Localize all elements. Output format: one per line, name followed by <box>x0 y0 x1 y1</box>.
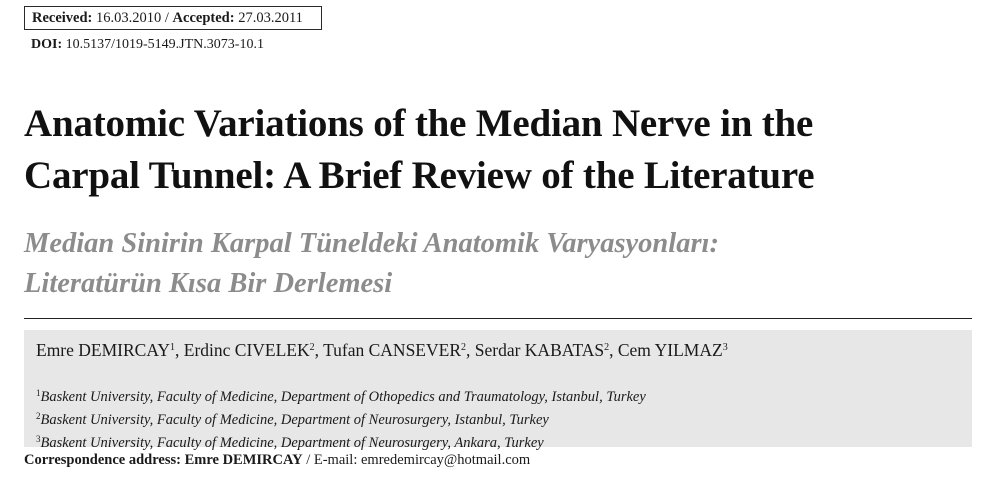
author-name: Emre DEMIRCAY <box>36 340 171 360</box>
doi-line <box>31 37 264 53</box>
affiliation-text: Baskent University, Faculty of Medicine, Department of Neurosurgery, Ankara, Turkey <box>40 435 544 451</box>
author-affiliation-box <box>24 330 972 451</box>
correspondence-separator: / <box>302 452 314 468</box>
turkish-title <box>24 224 984 304</box>
author-separator: , <box>609 340 618 360</box>
correspondence-label: Correspondence address: <box>24 452 181 468</box>
turkish-title-line-1: Median Sinirin Karpal Tüneldeki Anatomik Varyasyonları: <box>24 228 719 259</box>
email-label: E-mail: <box>313 452 358 468</box>
affiliation-list <box>36 384 646 453</box>
author-name: Cem YILMAZ <box>617 340 723 360</box>
received-label: Received: <box>32 10 93 26</box>
author-affiliation-marker: 2 <box>604 342 610 353</box>
author-affiliation-marker: 1 <box>170 342 176 353</box>
affiliation-item <box>36 430 646 453</box>
title-divider <box>24 318 972 319</box>
correspondence-name: Emre DEMIRCAY <box>184 452 303 468</box>
received-date: 16.03.2010 <box>96 10 162 26</box>
accepted-label: Accepted: <box>172 10 235 26</box>
author-name: Erdinc CIVELEK <box>183 340 310 360</box>
email-link[interactable]: emredemircay@hotmail.com <box>361 452 531 468</box>
doi-value[interactable]: 10.5137/1019-5149.JTN.3073-10.1 <box>65 37 264 52</box>
affiliation-item <box>36 407 646 430</box>
affiliation-item <box>36 384 646 407</box>
author-list <box>36 340 728 361</box>
affiliation-text: Baskent University, Faculty of Medicine, Department of Othopedics and Traumatology, Istanbul, Turkey <box>40 389 646 405</box>
date-separator: / <box>161 10 173 26</box>
affiliation-marker: 3 <box>36 434 41 444</box>
author-name: Serdar KABATAS <box>474 340 605 360</box>
affiliation-marker: 2 <box>36 411 41 421</box>
article-title <box>24 98 984 202</box>
author-affiliation-marker: 2 <box>309 342 315 353</box>
author-name: Tufan CANSEVER <box>323 340 461 360</box>
author-affiliation-marker: 2 <box>461 342 466 353</box>
received-accepted-box <box>24 6 322 30</box>
affiliation-text: Baskent University, Faculty of Medicine, Department of Neurosurgery, Istanbul, Turkey <box>40 412 549 428</box>
accepted-date: 27.03.2011 <box>238 10 303 26</box>
article-title-line-2: Carpal Tunnel: A Brief Review of the Literature <box>24 154 815 197</box>
turkish-title-line-2: Literatürün Kısa Bir Derlemesi <box>24 268 393 299</box>
correspondence-line <box>24 452 530 469</box>
author-affiliation-marker: 3 <box>722 342 728 353</box>
doi-label: DOI: <box>31 37 63 52</box>
author-separator: , <box>314 340 324 360</box>
author-separator: , <box>466 340 475 360</box>
article-title-line-1: Anatomic Variations of the Median Nerve in the <box>24 102 814 145</box>
affiliation-marker: 1 <box>36 388 41 398</box>
author-separator: , <box>175 340 184 360</box>
